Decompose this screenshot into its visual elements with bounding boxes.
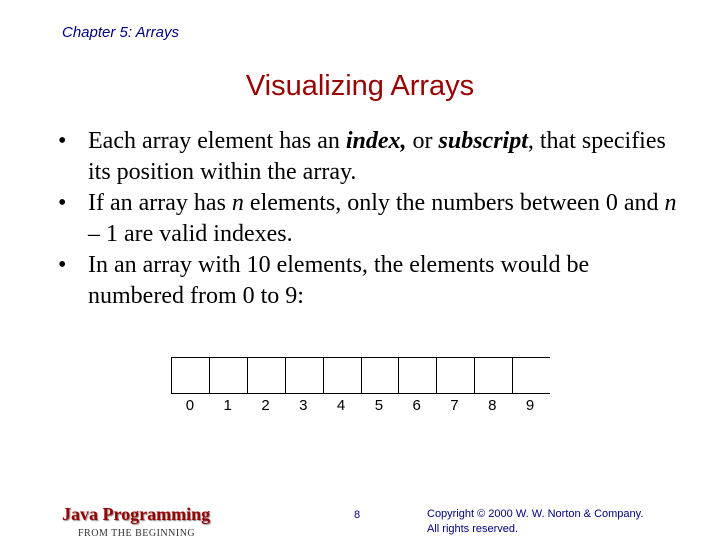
- array-index-label: 4: [336, 397, 346, 414]
- bullet-emphasis: subscript: [438, 128, 528, 154]
- array-diagram: [171, 357, 550, 394]
- bullet-text-mid: or: [406, 128, 439, 154]
- array-cell: [210, 358, 248, 393]
- bullet-list: [58, 126, 678, 312]
- array-cell: [172, 358, 210, 393]
- bullet-icon: •: [58, 190, 67, 216]
- bullet-item: [58, 250, 678, 312]
- copyright-line: Copyright © 2000 W. W. Norton & Company.: [427, 508, 644, 520]
- array-cell: [475, 358, 513, 393]
- array-index-label: 9: [525, 397, 535, 414]
- slide-title: Visualizing Arrays: [245, 70, 475, 102]
- array-index-label: 6: [412, 397, 421, 414]
- array-index-label: 0: [185, 397, 195, 414]
- array-cell: [399, 358, 437, 393]
- footer-logo: Java Programming: [62, 504, 211, 524]
- bullet-icon: •: [58, 252, 67, 278]
- footer-logo-subtitle: FROM THE BEGINNING: [78, 528, 196, 539]
- array-cell: [362, 358, 400, 393]
- array-index-label: 3: [299, 397, 308, 414]
- bullet-text-before: If an array has: [88, 190, 232, 216]
- bullet-text-after: – 1 are valid indexes.: [88, 221, 293, 247]
- bullet-emphasis: n: [231, 190, 244, 216]
- array-index-label: 1: [223, 397, 232, 414]
- copyright-notice: [427, 507, 717, 537]
- bullet-icon: •: [58, 128, 67, 154]
- array-index-label: 2: [261, 397, 270, 414]
- array-index-label: 7: [450, 397, 459, 414]
- bullet-text-after: , that specifies its position within the array.: [88, 128, 666, 185]
- bullet-emphasis: n: [664, 190, 677, 216]
- bullet-text: In an array with 10 elements, the elements would be numbered from 0 to 9:: [88, 252, 590, 309]
- array-index-label: 5: [374, 397, 384, 414]
- page-number: 8: [354, 509, 361, 521]
- bullet-text-mid: elements, only the numbers between 0 and: [243, 190, 665, 216]
- chapter-header: Chapter 5: Arrays: [62, 24, 179, 41]
- array-cell: [286, 358, 324, 393]
- bullet-item: [58, 126, 678, 188]
- copyright-line: All rights reserved.: [427, 523, 519, 535]
- bullet-emphasis: index,: [345, 128, 407, 154]
- array-cell: [437, 358, 475, 393]
- array-indices: [171, 397, 549, 414]
- array-cell: [324, 358, 362, 393]
- array-cell: [248, 358, 286, 393]
- array-index-label: 8: [488, 397, 497, 414]
- bullet-item: [58, 188, 678, 250]
- array-cell: [513, 358, 550, 393]
- bullet-text-before: Each array element has an: [88, 128, 346, 154]
